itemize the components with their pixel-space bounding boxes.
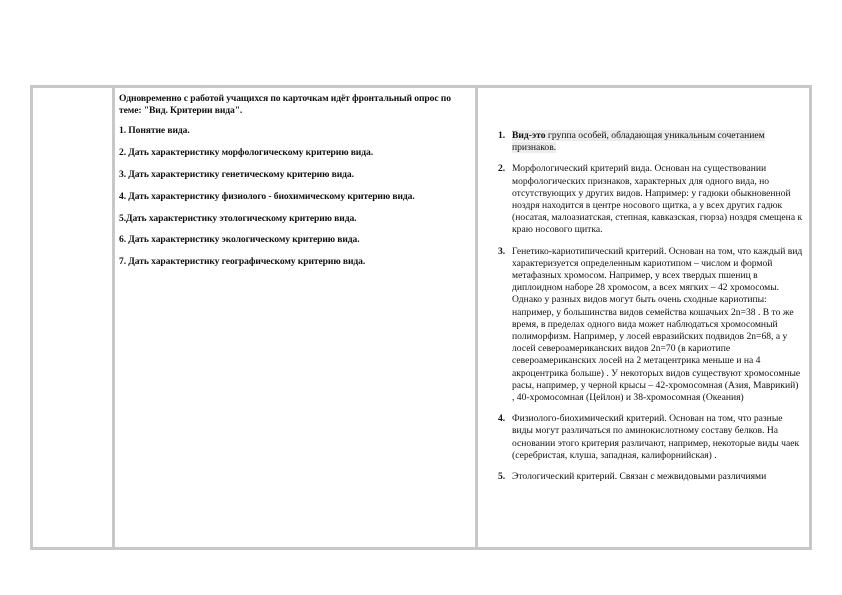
list-item: [478, 413, 809, 462]
item-text-continued: Однако у разных видов могут быть очень сходные кариотипы: например, у большинства видов семейства кошачьих 2n=38 . В то же время, в пределах одного вида может наблюдаться хромосомный полиморфизм. Например, у лосей евразийских подвидов 2n=68, а у лосей североамериканских видов 2n=70 (в кариотипе североамериканских лосей на 2 метацентрика меньше и на 4 акроцентрика больше) . У некоторых видов существуют хромосомные расы, например, у черной крысы – 42-хромосомная (Азия, Маврикий) , 40-хромосомная (Цейлон) и 38-хромосомная (Океания): [512, 294, 801, 404]
question-item: 2. Дать характеристику морфологическому критерию вида.: [119, 147, 373, 159]
list-item: [478, 163, 809, 236]
question-item: 3. Дать характеристику генетическому критерию вида.: [119, 169, 354, 180]
question-item: 5.Дать характеристику этологическому критерию вида.: [119, 212, 357, 224]
item-number: 5.: [498, 471, 506, 483]
question-item: 4. Дать характеристику физиолого - биохимическому критерию вида.: [119, 190, 415, 202]
item-text: группа особей, обладающая уникальным сочетанием признаков.: [512, 130, 765, 154]
list-item: [478, 471, 809, 483]
lesson-column: [115, 88, 478, 547]
document-table: [30, 85, 812, 550]
term-bold: Вид-это: [512, 130, 546, 141]
answers-list: [478, 130, 809, 492]
intro-text: Одновременно с работой учащихся по карточкам идёт фронтальный опрос по теме: "Вид. Критерии вида".: [119, 93, 451, 117]
empty-column: [33, 88, 115, 547]
item-number: 2.: [498, 163, 506, 175]
question-item: 6. Дать характеристику экологическому критерию вида.: [119, 234, 360, 246]
highlighted-definition: [512, 130, 765, 153]
list-item: [478, 246, 809, 405]
item-number: 1.: [498, 130, 506, 141]
list-item: [478, 130, 809, 154]
item-text: Морфологический критерий вида. Основан на существовании морфологических признаков, характерных для одного вида, но отсутствующих у других видов. Например: у гадюки обыкновенной ноздря находится в центре носового щитка, а у всех других гадюк (носатая, малоазиатская, степная, кавказская, гюрза) ноздря смещена к краю носового щитка.: [512, 163, 803, 236]
item-text: Физиолого-биохимический критерий. Основан на том, что разные виды могут различаться по аминокислотному составу белков. На основании этого критерия различают, например, некоторые виды чаек (серебристая, клуша, западная, калифорнийская) .: [512, 413, 800, 461]
item-text: Этологический критерий. Связан с межвидовыми различиями: [512, 471, 767, 483]
answers-column: [478, 88, 809, 547]
question-item: 7. Дать характеристику географическому критерию вида.: [119, 256, 366, 268]
item-text: Генетико-кариотипический критерий. Основан на том, что каждый вид характеризуется определенным кариотипом – числом и формой метафазных хромосом. Например, у всех твердых пшениц в диплоидном наборе 28 хромосом, а всех мягких – 42 хромосомы.: [512, 245, 803, 294]
item-number: 4.: [498, 413, 506, 425]
question-item: 1. Понятие вида.: [119, 125, 190, 137]
item-number: 3.: [498, 245, 506, 257]
